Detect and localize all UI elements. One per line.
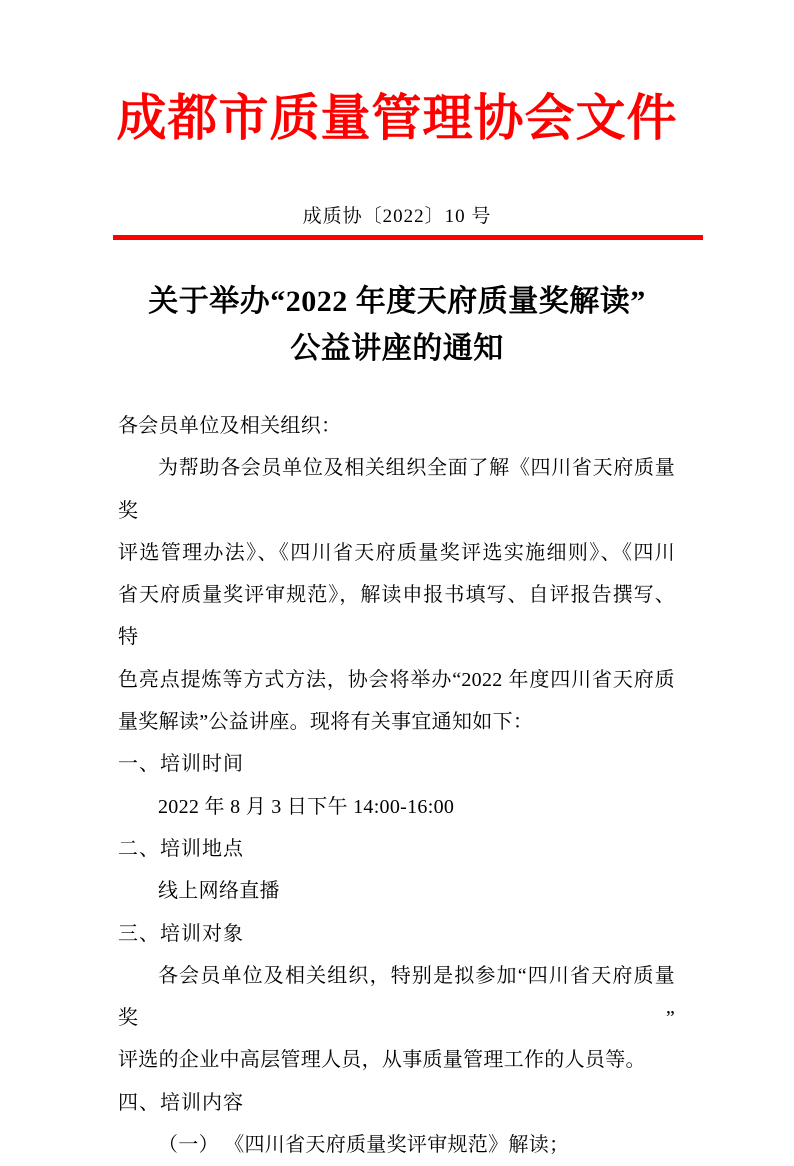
doc-number: 成质协〔2022〕10 号	[302, 206, 492, 227]
audience-line: 各会员单位及相关组织，特别是拟参加“四川省天府质量奖”	[118, 964, 675, 1030]
document-title	[0, 278, 794, 372]
section-2-heading: 二、培训地点	[118, 837, 244, 860]
letterhead-title: 成都市质量管理协会文件	[116, 90, 678, 146]
body-text	[118, 405, 675, 1166]
paragraph-line: 色亮点提炼等方式方法，协会将举办“2022 年度四川省天府质	[118, 668, 675, 691]
salutation-line: 各会员单位及相关组织：	[118, 415, 342, 437]
paragraph-line: 为帮助各会员单位及相关组织全面了解《四川省天府质量奖	[118, 457, 675, 522]
training-time-line: 2022 年 8 月 3 日下午 14:00-16:00	[158, 795, 455, 818]
section-3-heading: 三、培训对象	[118, 922, 244, 945]
audience-line: 评选的企业中高层管理人员，从事质量管理工作的人员等。	[118, 1049, 646, 1072]
section-4-heading: 四、培训内容	[118, 1091, 244, 1114]
red-divider-line	[113, 235, 703, 240]
content-item-line: （一） 《四川省天府质量奖评审规范》解读；	[158, 1134, 570, 1157]
section-1-heading: 一、培训时间	[118, 753, 244, 776]
training-location-line: 线上网络直播	[158, 880, 280, 903]
paragraph-line: 量奖解读”公益讲座。现将有关事宜通知如下：	[118, 711, 534, 734]
document-title-line-1: 关于举办“2022 年度天府质量奖解读”	[148, 285, 646, 318]
paragraph-line: 省天府质量奖评审规范》，解读申报书填写、自评报告撰写、特	[118, 584, 675, 649]
paragraph-line: 评选管理办法》、《四川省天府质量奖评选实施细则》、《四川	[118, 541, 675, 564]
document-title-line-2: 公益讲座的通知	[290, 332, 504, 365]
